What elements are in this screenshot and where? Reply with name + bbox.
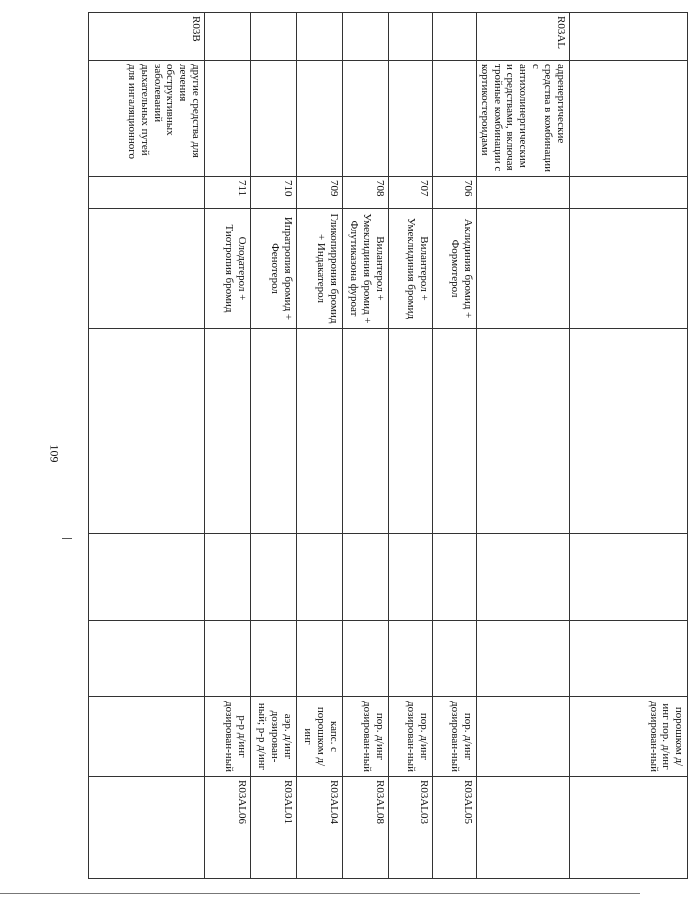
group-name-cell bbox=[296, 61, 342, 177]
row-number-cell: 709 bbox=[296, 177, 342, 209]
table-row bbox=[476, 13, 569, 879]
atc-code-cell bbox=[342, 13, 388, 61]
empty-cell bbox=[388, 329, 432, 534]
dosage-form-cell bbox=[88, 697, 204, 777]
table-row bbox=[570, 13, 688, 879]
empty-cell bbox=[88, 329, 204, 534]
empty-cell bbox=[250, 621, 296, 697]
table-row bbox=[432, 13, 476, 879]
empty-cell bbox=[296, 534, 342, 621]
empty-cell bbox=[88, 621, 204, 697]
drug-name-cell: Аклидиния бромид + Формотерол bbox=[432, 209, 476, 329]
group-name-cell bbox=[342, 61, 388, 177]
empty-cell bbox=[476, 534, 569, 621]
empty-cell bbox=[570, 621, 688, 697]
empty-cell bbox=[570, 534, 688, 621]
empty-cell bbox=[204, 329, 250, 534]
stray-mark bbox=[62, 538, 72, 539]
row-number-cell: 708 bbox=[342, 177, 388, 209]
group-name-cell bbox=[204, 61, 250, 177]
empty-cell bbox=[250, 329, 296, 534]
drug-code-cell: R03AL06 bbox=[204, 777, 250, 879]
empty-cell bbox=[432, 534, 476, 621]
drug-name-cell bbox=[570, 209, 688, 329]
table-row bbox=[250, 13, 296, 879]
atc-code-cell bbox=[250, 13, 296, 61]
empty-cell bbox=[342, 621, 388, 697]
empty-cell bbox=[388, 534, 432, 621]
table-row bbox=[88, 13, 204, 879]
table-row bbox=[342, 13, 388, 879]
atc-code-cell bbox=[432, 13, 476, 61]
empty-cell bbox=[204, 534, 250, 621]
page-bottom-rule bbox=[0, 893, 640, 894]
empty-cell bbox=[570, 329, 688, 534]
dosage-form-cell: капс. с порошком д/инг bbox=[296, 697, 342, 777]
group-name-cell bbox=[570, 61, 688, 177]
dosage-form-cell: р-р д/инг дозирован-ный bbox=[204, 697, 250, 777]
row-number-cell: 706 bbox=[432, 177, 476, 209]
empty-cell bbox=[250, 534, 296, 621]
row-number-cell bbox=[476, 177, 569, 209]
drug-code-cell bbox=[88, 777, 204, 879]
drug-name-cell: Вилантерол + Умеклидиния бромид bbox=[388, 209, 432, 329]
row-number-cell bbox=[88, 177, 204, 209]
empty-cell bbox=[388, 621, 432, 697]
drug-code-cell: R03AL05 bbox=[432, 777, 476, 879]
drug-code-cell bbox=[476, 777, 569, 879]
atc-code-cell: R03AL bbox=[476, 13, 569, 61]
drug-name-cell bbox=[476, 209, 569, 329]
empty-cell bbox=[296, 621, 342, 697]
atc-code-cell bbox=[570, 13, 688, 61]
drug-name-cell bbox=[88, 209, 204, 329]
group-name-cell: другие средства для лечения обструктивных заболеваний дыхательных путей для ингаляционного bbox=[88, 61, 204, 177]
dosage-form-cell: пор. д/инг дозирован-ный bbox=[388, 697, 432, 777]
atc-code-cell bbox=[296, 13, 342, 61]
atc-code-cell: R03B bbox=[88, 13, 204, 61]
dosage-form-cell: аэр. д/инг дозирован-ный; р-р д/инг bbox=[250, 697, 296, 777]
drug-table bbox=[88, 12, 688, 879]
empty-cell bbox=[476, 621, 569, 697]
dosage-form-cell: порошком д/инг пор. д/инг дозирован-ный bbox=[570, 697, 688, 777]
empty-cell bbox=[432, 329, 476, 534]
drug-code-cell: R03AL03 bbox=[388, 777, 432, 879]
row-number-cell: 707 bbox=[388, 177, 432, 209]
empty-cell bbox=[296, 329, 342, 534]
group-name-cell bbox=[250, 61, 296, 177]
group-name-cell bbox=[432, 61, 476, 177]
atc-code-cell bbox=[204, 13, 250, 61]
empty-cell bbox=[342, 534, 388, 621]
row-number-cell: 710 bbox=[250, 177, 296, 209]
drug-code-cell: R03AL01 bbox=[250, 777, 296, 879]
drug-name-cell: Олодатерол + Тиотропия бромид bbox=[204, 209, 250, 329]
drug-name-cell: Гликопиррония бромид + Индакатерол bbox=[296, 209, 342, 329]
row-number-cell bbox=[570, 177, 688, 209]
empty-cell bbox=[204, 621, 250, 697]
rotated-table-wrapper bbox=[108, 12, 688, 878]
dosage-form-cell: пор. д/инг дозирован-ный bbox=[342, 697, 388, 777]
group-name-cell: адренергические средства в комбинации с антихолинергическими средствами, включая тройные комбинации с кортикостероидами bbox=[476, 61, 569, 177]
dosage-form-cell bbox=[476, 697, 569, 777]
page-number: 109 bbox=[47, 444, 62, 463]
empty-cell bbox=[342, 329, 388, 534]
group-name-cell bbox=[388, 61, 432, 177]
atc-code-cell bbox=[388, 13, 432, 61]
table-row bbox=[388, 13, 432, 879]
table-row bbox=[204, 13, 250, 879]
empty-cell bbox=[432, 621, 476, 697]
drug-code-cell: R03AL04 bbox=[296, 777, 342, 879]
drug-name-cell: Ипратропия бромид + Фенотерол bbox=[250, 209, 296, 329]
dosage-form-cell: пор. д/инг дозирован-ный bbox=[432, 697, 476, 777]
row-number-cell: 711 bbox=[204, 177, 250, 209]
empty-cell bbox=[476, 329, 569, 534]
drug-code-cell: R03AL08 bbox=[342, 777, 388, 879]
table-row bbox=[296, 13, 342, 879]
drug-name-cell: Вилантерол + Умеклидиния бромид + Флутиказона фуроат bbox=[342, 209, 388, 329]
drug-code-cell bbox=[570, 777, 688, 879]
empty-cell bbox=[88, 534, 204, 621]
